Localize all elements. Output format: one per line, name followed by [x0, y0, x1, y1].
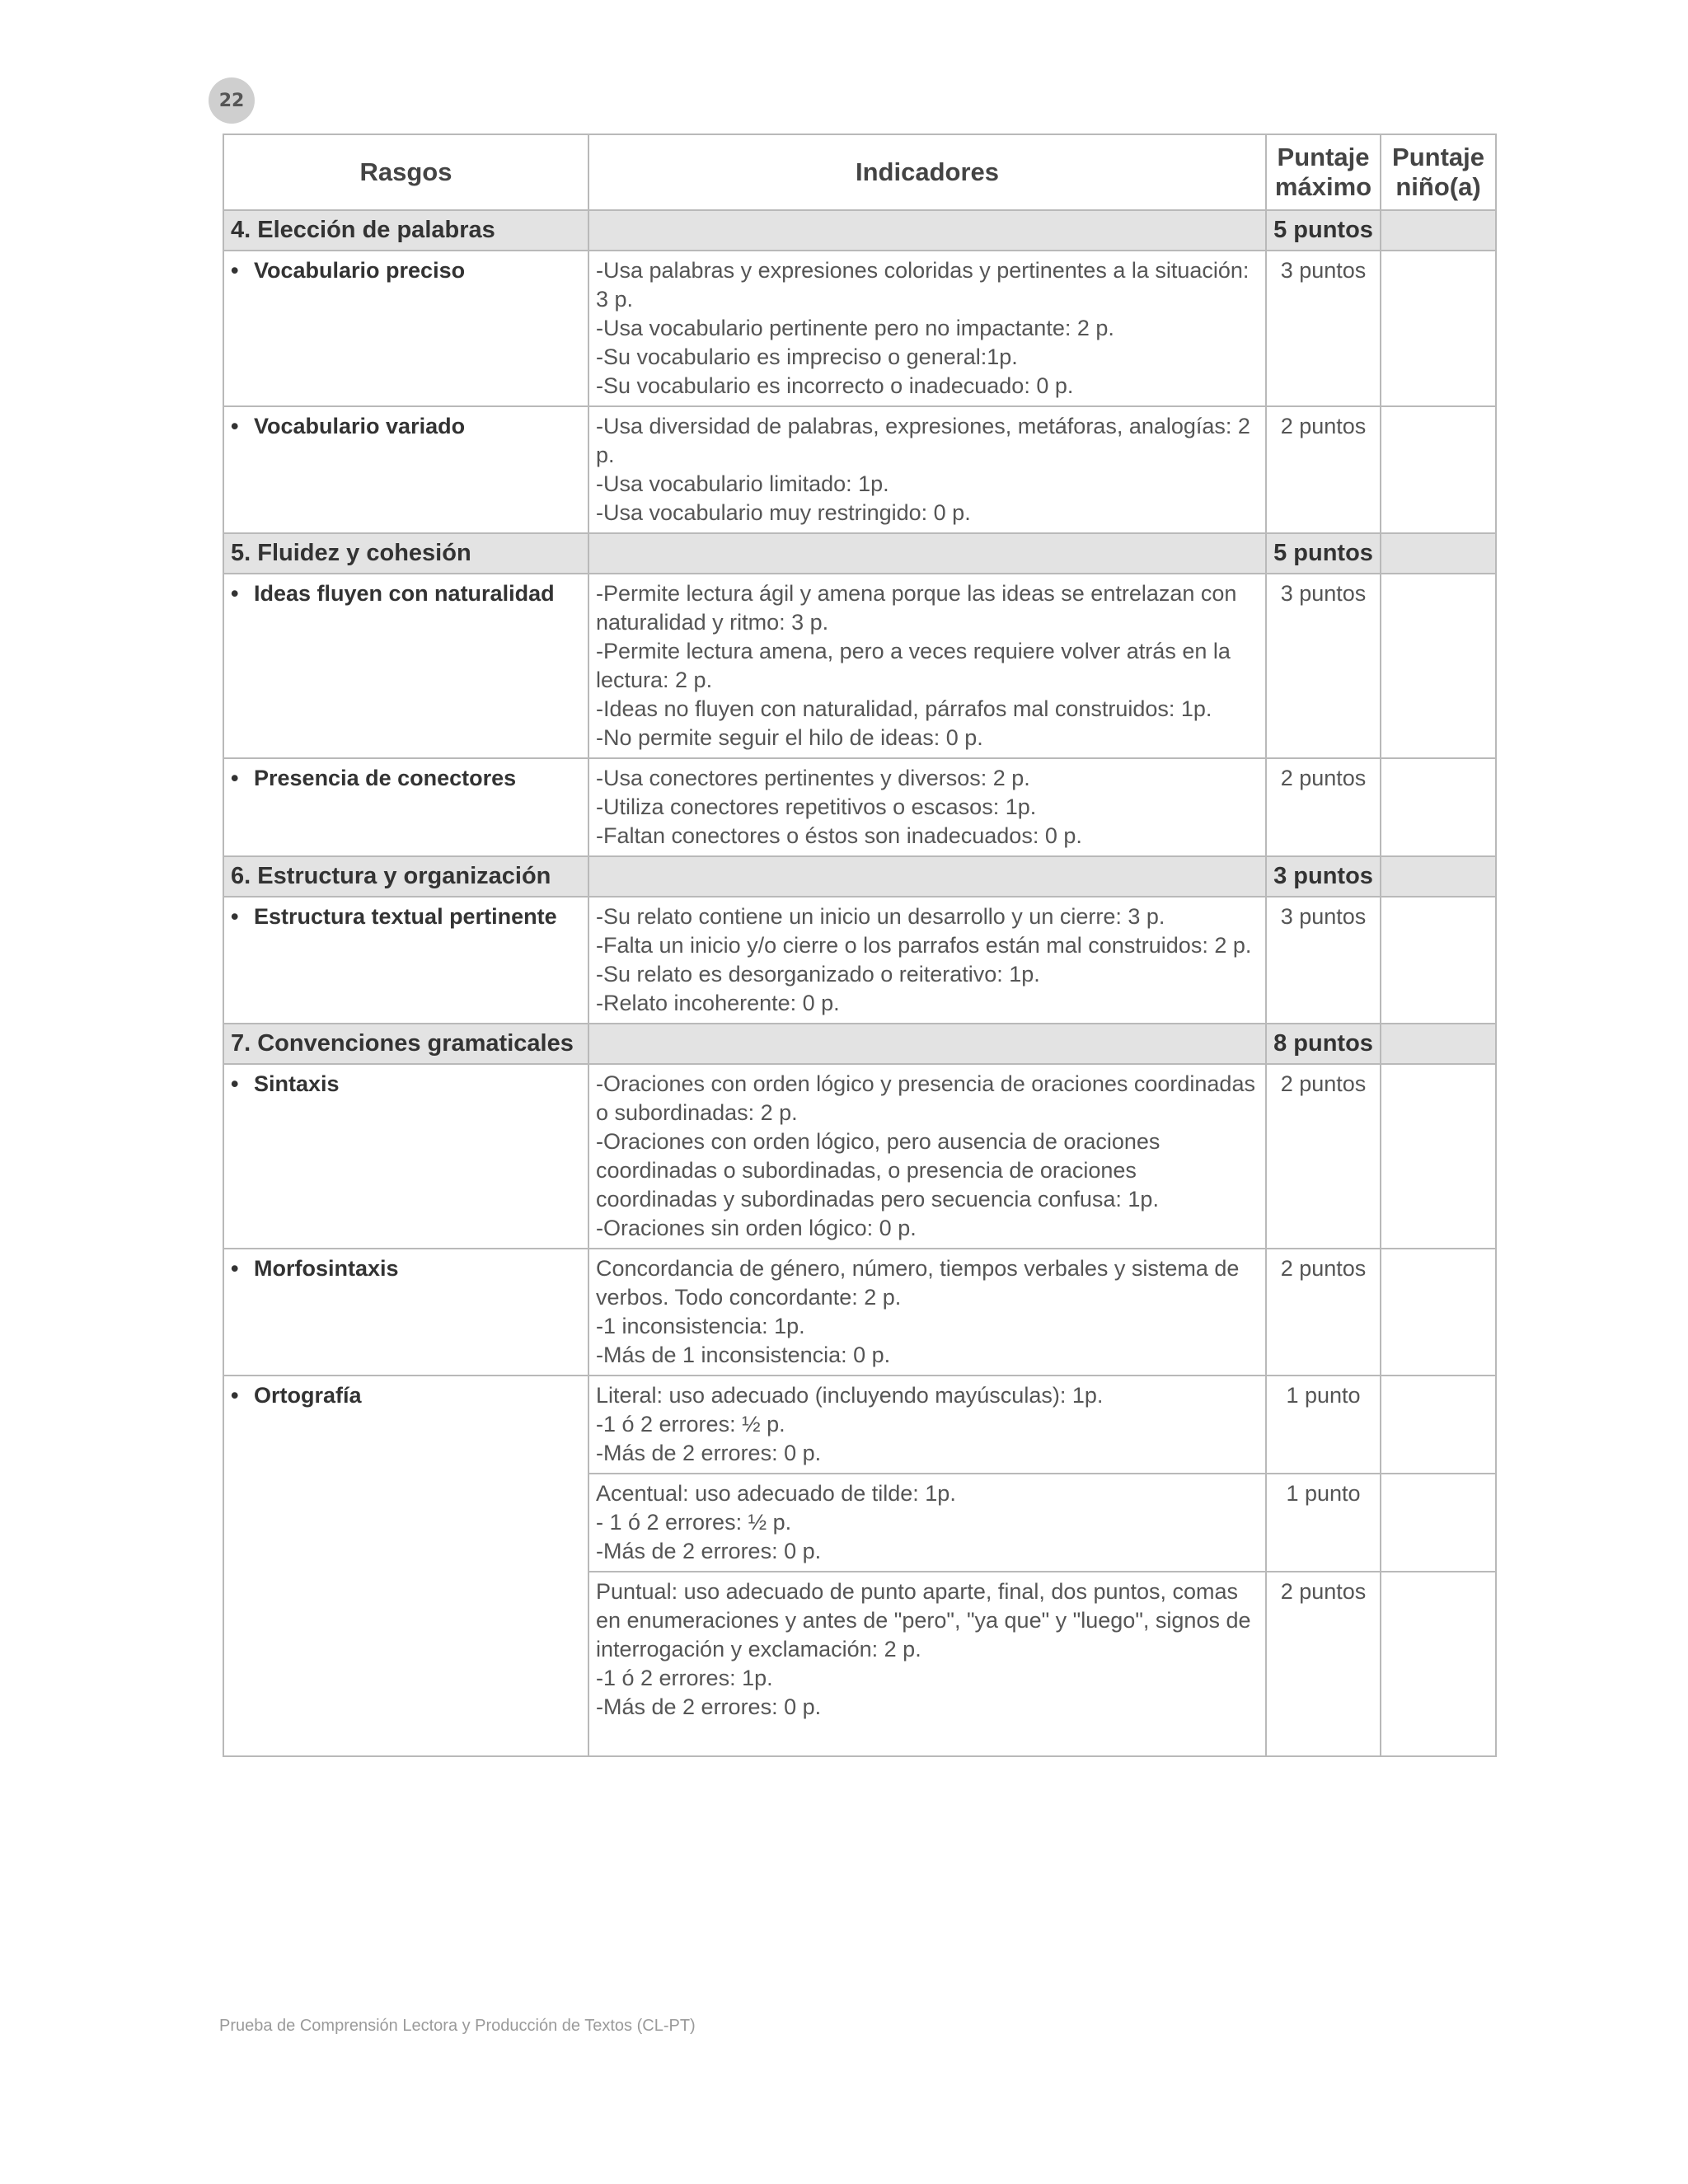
max-points-cell: 3 puntos	[1266, 897, 1381, 1024]
indicator-line: -No permite seguir el hilo de ideas: 0 p.	[596, 725, 983, 750]
page-number: 22	[209, 77, 255, 124]
section-points: 8 puntos	[1266, 1024, 1381, 1064]
rasgo-wrap	[231, 579, 581, 608]
indicator-line: -Usa diversidad de palabras, expresiones, metáforas, analogías: 2 p.	[596, 414, 1250, 467]
rasgo-cell	[223, 758, 588, 856]
header-rasgos: Rasgos	[223, 134, 588, 210]
max-points-cell: 2 puntos	[1266, 406, 1381, 533]
indicator-line: -1 ó 2 errores: ½ p.	[596, 1412, 785, 1436]
rasgo-wrap	[231, 256, 581, 285]
max-points-cell: 2 puntos	[1266, 1249, 1381, 1376]
indicator-line: -Más de 2 errores: 0 p.	[596, 1441, 822, 1465]
indicators-cell	[588, 1376, 1266, 1474]
table-row	[223, 1249, 1496, 1376]
rasgo-cell	[223, 1249, 588, 1376]
section-row	[223, 210, 1496, 251]
bullet-icon: •	[231, 904, 239, 929]
rasgo-label: Ortografía	[254, 1383, 362, 1408]
rasgo-wrap	[231, 1381, 581, 1410]
max-points-cell: 2 puntos	[1266, 1572, 1381, 1756]
rasgo-label: Sintaxis	[254, 1071, 340, 1096]
child-score-cell	[1381, 758, 1496, 856]
table-header-row	[223, 134, 1496, 210]
indicator-line: -Permite lectura amena, pero a veces requiere volver atrás en la lectura: 2 p.	[596, 639, 1231, 692]
indicator-line: -Usa vocabulario muy restringido: 0 p.	[596, 500, 971, 525]
section-blank	[1381, 1024, 1496, 1064]
section-title: 4. Elección de palabras	[223, 210, 588, 251]
indicator-line: -1 inconsistencia: 1p.	[596, 1314, 805, 1338]
indicator-line: Literal: uso adecuado (incluyendo mayúsculas): 1p.	[596, 1383, 1104, 1408]
section-blank	[588, 856, 1266, 897]
bullet-icon: •	[231, 1071, 239, 1096]
indicator-line: -Falta un inicio y/o cierre o los parrafos están mal construidos: 2 p.	[596, 933, 1252, 958]
rasgo-label: Vocabulario variado	[254, 414, 466, 438]
section-points: 5 puntos	[1266, 210, 1381, 251]
indicators-cell	[588, 574, 1266, 758]
bullet-icon: •	[231, 766, 239, 790]
indicator-line: -Faltan conectores o éstos son inadecuados: 0 p.	[596, 823, 1082, 848]
section-row	[223, 533, 1496, 574]
bullet-icon: •	[231, 258, 239, 283]
rubric-table	[223, 134, 1497, 1757]
child-score-cell	[1381, 1249, 1496, 1376]
indicators-cell	[588, 897, 1266, 1024]
child-score-cell	[1381, 574, 1496, 758]
indicator-line: -Más de 2 errores: 0 p.	[596, 1539, 822, 1563]
indicator-line: -Usa palabras y expresiones coloridas y pertinentes a la situación: 3 p.	[596, 258, 1250, 312]
indicators-cell	[588, 1249, 1266, 1376]
table-row	[223, 1376, 1496, 1474]
table-row	[223, 758, 1496, 856]
bullet-icon: •	[231, 581, 239, 606]
rasgo-cell	[223, 1376, 588, 1756]
rasgo-label: Morfosintaxis	[254, 1256, 399, 1281]
header-indicadores: Indicadores	[588, 134, 1266, 210]
indicator-line: Concordancia de género, número, tiempos verbales y sistema de verbos. Todo concordante: 2 p.	[596, 1256, 1240, 1310]
rasgo-label: Presencia de conectores	[254, 766, 517, 790]
indicator-line: -Usa vocabulario pertinente pero no impactante: 2 p.	[596, 316, 1114, 340]
child-score-cell	[1381, 1376, 1496, 1474]
indicators-cell	[588, 406, 1266, 533]
child-score-cell	[1381, 1572, 1496, 1756]
indicator-line: -Más de 2 errores: 0 p.	[596, 1694, 822, 1719]
table-row	[223, 574, 1496, 758]
indicator-line: -Relato incoherente: 0 p.	[596, 991, 840, 1015]
header-puntaje-maximo: Puntaje máximo	[1266, 134, 1381, 210]
indicator-line: -1 ó 2 errores: 1p.	[596, 1666, 773, 1690]
section-blank	[1381, 533, 1496, 574]
indicator-line: - 1 ó 2 errores: ½ p.	[596, 1510, 792, 1535]
rasgo-cell	[223, 574, 588, 758]
indicators-cell	[588, 1474, 1266, 1572]
indicators-cell	[588, 758, 1266, 856]
rasgo-wrap	[231, 764, 581, 793]
rasgo-cell	[223, 406, 588, 533]
indicator-line: -Usa conectores pertinentes y diversos: 2 p.	[596, 766, 1030, 790]
indicator-line: -Oraciones sin orden lógico: 0 p.	[596, 1216, 917, 1240]
child-score-cell	[1381, 1064, 1496, 1249]
indicator-line: -Ideas no fluyen con naturalidad, párrafos mal construidos: 1p.	[596, 696, 1212, 721]
table-row	[223, 406, 1496, 533]
max-points-cell: 2 puntos	[1266, 1064, 1381, 1249]
indicator-line: -Utiliza conectores repetitivos o escasos: 1p.	[596, 794, 1037, 819]
indicator-line: -Oraciones con orden lógico y presencia de oraciones coordinadas o subordinadas: 2 p.	[596, 1071, 1255, 1125]
section-blank	[588, 210, 1266, 251]
child-score-cell	[1381, 1474, 1496, 1572]
section-title: 7. Convenciones gramaticales	[223, 1024, 588, 1064]
indicators-cell	[588, 1572, 1266, 1756]
section-blank	[1381, 856, 1496, 897]
rasgo-label: Estructura textual pertinente	[254, 904, 557, 929]
rasgo-cell	[223, 251, 588, 406]
rasgo-cell	[223, 1064, 588, 1249]
indicator-line: Acentual: uso adecuado de tilde: 1p.	[596, 1481, 956, 1506]
rasgo-cell	[223, 897, 588, 1024]
rasgo-wrap	[231, 1070, 581, 1099]
section-points: 3 puntos	[1266, 856, 1381, 897]
section-points: 5 puntos	[1266, 533, 1381, 574]
child-score-cell	[1381, 251, 1496, 406]
rasgo-label: Vocabulario preciso	[254, 258, 466, 283]
indicators-cell	[588, 1064, 1266, 1249]
indicator-line: -Usa vocabulario limitado: 1p.	[596, 471, 889, 496]
max-points-cell: 3 puntos	[1266, 251, 1381, 406]
bullet-icon: •	[231, 1383, 239, 1408]
max-points-cell: 3 puntos	[1266, 574, 1381, 758]
bullet-icon: •	[231, 414, 239, 438]
max-points-cell: 2 puntos	[1266, 758, 1381, 856]
rubric-body	[223, 210, 1496, 1756]
indicator-line: Puntual: uso adecuado de punto aparte, final, dos puntos, comas en enumeraciones y antes de "pero", "ya que" y "luego", signos de interrogación y exclamación: 2 p.	[596, 1579, 1251, 1661]
section-row	[223, 856, 1496, 897]
table-row	[223, 897, 1496, 1024]
section-title: 6. Estructura y organización	[223, 856, 588, 897]
section-blank	[1381, 210, 1496, 251]
indicator-line: -Su vocabulario es incorrecto o inadecuado: 0 p.	[596, 373, 1074, 398]
table-row	[223, 1064, 1496, 1249]
section-blank	[588, 1024, 1266, 1064]
rasgo-wrap	[231, 1254, 581, 1283]
indicator-line: -Su relato es desorganizado o reiterativo: 1p.	[596, 962, 1040, 987]
max-points-cell: 1 punto	[1266, 1474, 1381, 1572]
section-row	[223, 1024, 1496, 1064]
section-blank	[588, 533, 1266, 574]
header-puntaje-nino: Puntaje niño(a)	[1381, 134, 1496, 210]
indicator-line: -Permite lectura ágil y amena porque las ideas se entrelazan con naturalidad y ritmo: 3 p.	[596, 581, 1237, 635]
page-footer: Prueba de Comprensión Lectora y Producción de Textos (CL-PT)	[219, 2017, 696, 2035]
indicator-line: -Más de 1 inconsistencia: 0 p.	[596, 1343, 891, 1367]
indicator-line: -Su vocabulario es impreciso o general:1p.	[596, 344, 1018, 369]
indicator-line: -Oraciones con orden lógico, pero ausencia de oraciones coordinadas o subordinadas, o presencia de oraciones coordinadas y subordinadas pero secuencia confusa: 1p.	[596, 1129, 1160, 1212]
rasgo-label: Ideas fluyen con naturalidad	[254, 581, 555, 606]
section-title: 5. Fluidez y cohesión	[223, 533, 588, 574]
indicator-line: -Su relato contiene un inicio un desarrollo y un cierre: 3 p.	[596, 904, 1165, 929]
rasgo-wrap	[231, 412, 581, 441]
child-score-cell	[1381, 897, 1496, 1024]
table-row	[223, 251, 1496, 406]
max-points-cell: 1 punto	[1266, 1376, 1381, 1474]
child-score-cell	[1381, 406, 1496, 533]
indicators-cell	[588, 251, 1266, 406]
bullet-icon: •	[231, 1256, 239, 1281]
rasgo-wrap	[231, 902, 581, 931]
